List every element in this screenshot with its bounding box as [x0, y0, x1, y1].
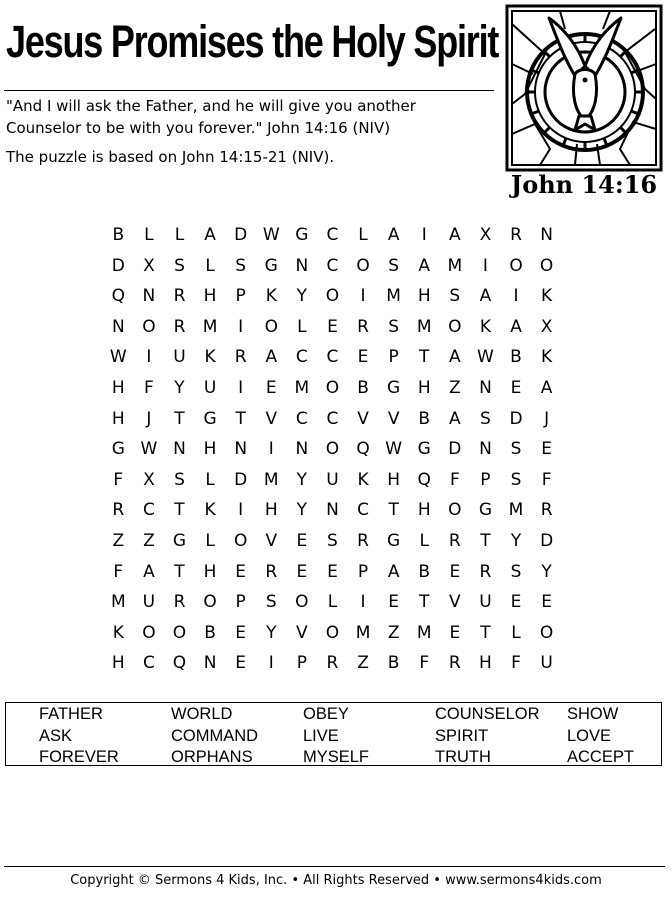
grid-letter: F: [144, 377, 154, 398]
grid-letter: O: [448, 500, 462, 521]
grid-letter: K: [265, 286, 277, 307]
word-bank-item: COMMAND: [171, 726, 259, 745]
grid-letter: S: [449, 286, 461, 307]
grid-letter: U: [173, 347, 186, 368]
grid-letter: T: [480, 622, 491, 643]
dove-stained-glass-icon: [505, 4, 663, 172]
grid-row: [103, 557, 562, 588]
grid-row: [103, 220, 562, 251]
grid-letter: G: [387, 377, 401, 398]
grid-letter: M: [386, 286, 401, 307]
grid-letter: T: [388, 500, 399, 521]
grid-letter: O: [325, 286, 340, 307]
puzzle-basis-note: The puzzle is based on John 14:15-21 (NIV).: [6, 148, 335, 166]
grid-letter: U: [326, 469, 339, 490]
grid-letter: V: [296, 622, 308, 643]
grid-letter: E: [327, 561, 338, 582]
grid-letter: R: [357, 530, 369, 551]
grid-row: [103, 465, 562, 496]
grid-letter: K: [204, 500, 216, 521]
grid-row: [103, 251, 562, 282]
page-title: Jesus Promises the Holy Spirit: [6, 16, 499, 67]
word-bank-item: SHOW: [567, 705, 619, 723]
grid-letter: A: [449, 225, 461, 245]
grid-letter: H: [387, 469, 401, 490]
grid-letter: O: [142, 622, 156, 643]
word-bank-item: OBEY: [303, 705, 349, 723]
grid-letter: U: [203, 377, 217, 398]
grid-letter: D: [111, 255, 125, 276]
grid-letter: W: [140, 439, 158, 460]
word-bank-item: MYSELF: [303, 748, 370, 766]
grid-letter: Y: [266, 622, 277, 643]
grid-letter: M: [294, 377, 310, 398]
grid-letter: O: [539, 255, 554, 276]
grid-row: [103, 526, 562, 557]
grid-letter: C: [326, 408, 339, 429]
grid-letter: L: [511, 622, 521, 643]
grid-letter: P: [357, 561, 369, 582]
grid-letter: F: [541, 469, 552, 490]
word-search-grid: [103, 220, 562, 679]
grid-letter: L: [358, 225, 368, 245]
grid-letter: W: [477, 347, 494, 368]
grid-letter: N: [295, 439, 309, 460]
grid-letter: A: [449, 347, 461, 368]
grid-letter: S: [174, 255, 185, 276]
grid-letter: S: [388, 255, 400, 276]
grid-letter: N: [142, 286, 156, 307]
grid-letter: R: [173, 592, 186, 613]
grid-letter: C: [357, 500, 369, 521]
grid-letter: M: [447, 255, 463, 276]
grid-letter: U: [479, 592, 492, 613]
grid-letter: E: [235, 561, 247, 582]
grid-letter: O: [325, 439, 340, 460]
grid-letter: O: [448, 316, 462, 337]
grid-letter: L: [327, 592, 338, 613]
grid-letter: D: [509, 408, 523, 429]
word-bank-item: LOVE: [567, 726, 612, 745]
grid-letter: R: [265, 561, 278, 582]
grid-row: [103, 373, 562, 404]
grid-letter: X: [143, 469, 155, 490]
grid-letter: S: [174, 469, 185, 490]
grid-letter: L: [419, 530, 429, 551]
grid-letter: A: [479, 286, 492, 307]
grid-letter: K: [112, 622, 124, 643]
grid-letter: O: [203, 592, 217, 613]
grid-letter: D: [540, 530, 554, 551]
grid-letter: D: [234, 469, 248, 490]
grid-letter: N: [326, 500, 339, 521]
grid-letter: F: [113, 469, 124, 490]
grid-letter: I: [360, 592, 366, 613]
grid-letter: Q: [172, 653, 187, 674]
grid-letter: Z: [449, 377, 461, 398]
grid-letter: I: [268, 653, 274, 674]
grid-letter: V: [387, 408, 400, 429]
grid-letter: G: [172, 530, 187, 551]
grid-letter: G: [387, 530, 401, 551]
grid-letter: D: [448, 439, 462, 460]
grid-letter: L: [205, 255, 215, 276]
grid-letter: W: [262, 225, 280, 245]
grid-letter: S: [388, 316, 400, 337]
grid-letter: G: [478, 500, 493, 521]
grid-letter: I: [146, 347, 152, 368]
grid-row: [103, 281, 562, 312]
grid-letter: C: [295, 347, 308, 368]
word-bank-item: TRUTH: [435, 748, 491, 766]
grid-row: [103, 587, 562, 618]
grid-letter: U: [142, 592, 156, 613]
grid-letter: C: [142, 653, 155, 674]
grid-letter: L: [174, 225, 185, 245]
grid-letter: Q: [356, 439, 370, 460]
grid-letter: V: [357, 408, 369, 429]
grid-letter: N: [479, 377, 492, 398]
grid-letter: P: [480, 469, 491, 490]
grid-letter: R: [357, 316, 369, 337]
grid-letter: Z: [387, 622, 400, 643]
grid-letter: J: [544, 408, 550, 429]
word-bank-item: ORPHANS: [171, 748, 253, 766]
word-bank-item: SPIRIT: [435, 726, 489, 745]
grid-letter: M: [416, 622, 432, 643]
grid-letter: O: [539, 622, 554, 643]
grid-letter: H: [203, 286, 217, 307]
grid-letter: K: [541, 286, 553, 307]
grid-letter: R: [479, 561, 492, 582]
grid-letter: Z: [112, 530, 125, 551]
grid-letter: R: [448, 653, 461, 674]
grid-letter: L: [205, 530, 215, 551]
copyright-footer: Copyright © Sermons 4 Kids, Inc. • All Rights Reserved • www.sermons4kids.com: [70, 873, 602, 888]
grid-letter: C: [326, 347, 339, 368]
grid-letter: L: [297, 316, 307, 337]
grid-letter: O: [142, 316, 156, 337]
grid-letter: G: [111, 439, 125, 460]
grid-letter: C: [326, 225, 339, 245]
grid-letter: F: [113, 561, 124, 582]
grid-letter: Y: [174, 377, 185, 398]
grid-letter: E: [510, 377, 522, 398]
grid-letter: E: [357, 347, 369, 368]
grid-letter: G: [417, 439, 431, 460]
grid-row: [103, 434, 562, 465]
grid-letter: N: [295, 255, 309, 276]
grid-letter: H: [264, 500, 278, 521]
grid-letter: T: [480, 530, 491, 551]
grid-row: [103, 648, 562, 679]
grid-row: [103, 342, 562, 373]
grid-letter: P: [235, 286, 246, 307]
grid-letter: N: [479, 439, 492, 460]
grid-letter: V: [265, 530, 278, 551]
grid-letter: G: [203, 408, 217, 429]
grid-letter: Z: [143, 530, 155, 551]
grid-letter: E: [541, 592, 552, 613]
grid-letter: Y: [296, 500, 308, 521]
grid-letter: B: [387, 653, 400, 674]
grid-letter: D: [234, 225, 248, 245]
grid-letter: A: [418, 255, 431, 276]
grid-letter: E: [296, 561, 308, 582]
grid-letter: C: [295, 408, 308, 429]
grid-letter: J: [146, 408, 152, 429]
word-bank-item: FATHER: [39, 705, 103, 723]
grid-letter: P: [296, 653, 307, 674]
grid-letter: H: [479, 653, 492, 674]
grid-letter: E: [265, 377, 277, 398]
grid-letter: T: [174, 408, 185, 429]
grid-letter: M: [355, 622, 371, 643]
grid-letter: Q: [417, 469, 431, 490]
grid-letter: E: [235, 622, 247, 643]
grid-letter: V: [449, 592, 461, 613]
grid-letter: F: [449, 469, 460, 490]
grid-letter: I: [238, 500, 244, 521]
grid-letter: Y: [541, 561, 552, 582]
grid-letter: X: [143, 255, 155, 276]
grid-letter: H: [111, 377, 125, 398]
word-bank-item: LIVE: [303, 726, 339, 745]
grid-letter: S: [510, 469, 522, 490]
grid-row: [103, 495, 562, 526]
grid-letter: Y: [296, 469, 308, 490]
grid-letter: O: [509, 255, 523, 276]
grid-letter: I: [238, 316, 244, 337]
grid-letter: E: [541, 439, 552, 460]
grid-letter: A: [387, 225, 400, 245]
grid-letter: O: [295, 592, 309, 613]
grid-row: [103, 618, 562, 649]
grid-letter: P: [388, 347, 399, 368]
verse-line-1: "And I will ask the Father, and he will give you another: [6, 97, 416, 115]
grid-letter: R: [540, 500, 553, 521]
grid-letter: M: [202, 316, 218, 337]
grid-letter: H: [111, 408, 125, 429]
grid-letter: K: [357, 469, 369, 490]
grid-letter: O: [325, 622, 340, 643]
grid-letter: B: [204, 622, 216, 643]
grid-letter: A: [449, 408, 461, 429]
grid-letter: G: [264, 255, 278, 276]
grid-letter: T: [419, 592, 430, 613]
grid-letter: M: [416, 316, 432, 337]
grid-letter: N: [203, 653, 217, 674]
grid-letter: M: [508, 500, 524, 521]
grid-letter: H: [203, 439, 217, 460]
grid-letter: H: [111, 653, 125, 674]
grid-letter: W: [385, 439, 403, 460]
grid-letter: C: [142, 500, 155, 521]
grid-letter: E: [327, 316, 338, 337]
grid-letter: C: [326, 255, 339, 276]
grid-letter: N: [234, 439, 248, 460]
grid-letter: I: [360, 286, 366, 307]
grid-letter: Q: [111, 286, 125, 307]
grid-letter: E: [296, 530, 308, 551]
grid-letter: S: [235, 255, 247, 276]
grid-letter: O: [233, 530, 248, 551]
grid-letter: B: [112, 225, 125, 245]
grid-letter: Y: [510, 530, 522, 551]
grid-letter: F: [511, 653, 521, 674]
grid-letter: V: [265, 408, 278, 429]
verse-reference: John 14:16: [510, 170, 658, 199]
verse-line-2: Counselor to be with you forever." John 14:16 (NIV): [6, 119, 391, 137]
grid-letter: Z: [357, 653, 369, 674]
grid-letter: A: [204, 225, 216, 245]
grid-row: [103, 404, 562, 435]
grid-letter: W: [109, 347, 127, 368]
word-bank-item: FOREVER: [39, 748, 119, 766]
grid-letter: I: [268, 439, 274, 460]
grid-letter: O: [264, 316, 278, 337]
grid-letter: T: [419, 347, 430, 368]
grid-letter: A: [510, 316, 522, 337]
grid-letter: H: [417, 500, 431, 521]
grid-letter: R: [448, 530, 461, 551]
grid-letter: B: [418, 408, 431, 429]
grid-letter: H: [203, 561, 217, 582]
grid-letter: I: [238, 377, 244, 398]
grid-letter: E: [510, 592, 522, 613]
word-bank-item: WORLD: [171, 705, 233, 723]
grid-row: [103, 312, 562, 343]
grid-letter: N: [111, 316, 125, 337]
grid-letter: X: [479, 225, 492, 245]
grid-letter: K: [204, 347, 216, 368]
grid-letter: M: [110, 592, 126, 613]
grid-letter: H: [417, 286, 431, 307]
grid-letter: K: [479, 316, 491, 337]
grid-letter: T: [235, 408, 246, 429]
grid-letter: R: [234, 347, 247, 368]
grid-letter: S: [510, 561, 522, 582]
grid-letter: O: [356, 255, 370, 276]
grid-letter: B: [418, 561, 431, 582]
grid-letter: R: [112, 500, 125, 521]
grid-letter: A: [540, 377, 553, 398]
grid-letter: T: [174, 561, 185, 582]
grid-letter: I: [513, 286, 519, 307]
grid-letter: E: [235, 653, 247, 674]
grid-letter: O: [325, 377, 340, 398]
grid-letter: S: [480, 408, 491, 429]
grid-letter: X: [540, 316, 553, 337]
grid-letter: T: [174, 500, 185, 521]
memory-verse: [6, 95, 496, 139]
grid-letter: R: [510, 225, 522, 245]
word-bank-item: ACCEPT: [567, 748, 634, 766]
word-bank-item: COUNSELOR: [435, 705, 540, 723]
grid-letter: N: [540, 225, 553, 245]
grid-letter: E: [449, 622, 461, 643]
grid-letter: G: [295, 225, 309, 245]
grid-letter: A: [143, 561, 155, 582]
footer-divider: [4, 866, 665, 867]
grid-letter: R: [326, 653, 339, 674]
grid-letter: S: [510, 439, 522, 460]
grid-letter: O: [172, 622, 187, 643]
grid-letter: S: [265, 592, 277, 613]
grid-letter: U: [540, 653, 553, 674]
grid-letter: I: [482, 255, 488, 276]
grid-letter: E: [449, 561, 461, 582]
title-divider: [4, 90, 494, 91]
grid-letter: B: [510, 347, 522, 368]
grid-letter: M: [263, 469, 279, 490]
grid-letter: S: [327, 530, 338, 551]
grid-letter: N: [173, 439, 186, 460]
grid-letter: K: [541, 347, 553, 368]
grid-letter: R: [173, 316, 186, 337]
grid-letter: H: [417, 377, 431, 398]
grid-letter: A: [387, 561, 400, 582]
grid-letter: I: [421, 225, 427, 245]
grid-letter: Y: [296, 286, 308, 307]
grid-letter: L: [144, 225, 154, 245]
grid-letter: P: [235, 592, 246, 613]
grid-letter: E: [388, 592, 400, 613]
grid-letter: A: [265, 347, 278, 368]
word-bank-item: ASK: [39, 726, 73, 745]
word-bank: [39, 704, 672, 769]
grid-letter: F: [419, 653, 430, 674]
grid-letter: R: [173, 286, 186, 307]
grid-letter: B: [357, 377, 369, 398]
grid-letter: L: [205, 469, 215, 490]
